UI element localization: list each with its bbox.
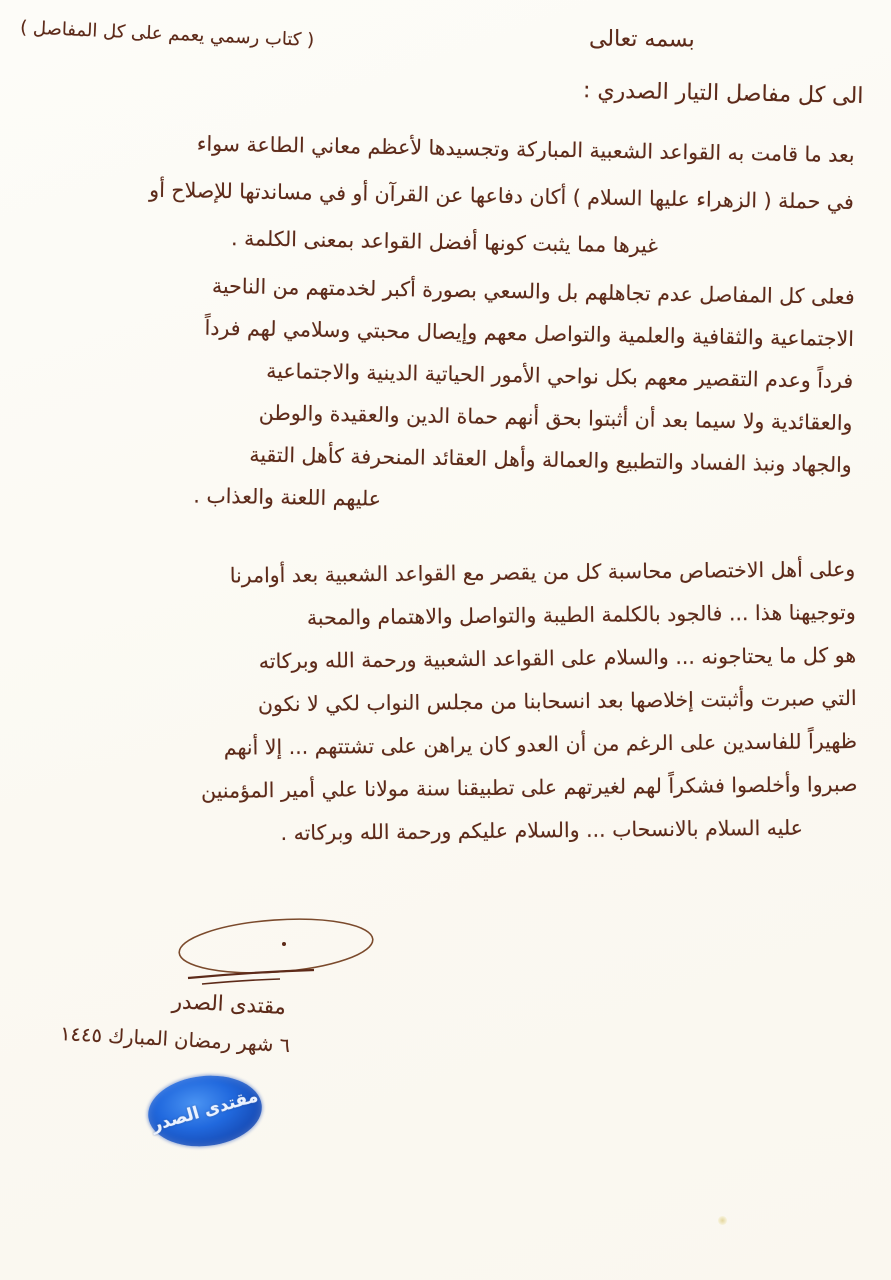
- signature-name: مقتدى الصدر: [171, 989, 287, 1019]
- paragraph-1-line: بعد ما قامت به القواعد الشعبية المباركة وتجسيدها لأعظم معاني الطاعة سواء: [196, 131, 855, 167]
- paragraph-2-line: والجهاد ونبذ الفساد والتطبيع والعمالة وأهل العقائد المنحرفة كأهل التقية: [249, 442, 852, 477]
- signature-date: ٦ شهر رمضان المبارك ١٤٤٥: [59, 1021, 291, 1058]
- paragraph-1: [68, 118, 855, 273]
- paragraph-3: [70, 548, 858, 857]
- paragraph-3-line: ظهيراً للفاسدين على الرغم من أن العدو كان يراهن على تشتتهم ... إلا أنهم: [223, 728, 858, 760]
- paragraph-3-line: عليه السلام بالانسحاب ... والسلام عليكم ورحمة الله وبركاته .: [280, 815, 804, 846]
- paragraph-1-line: في حملة ( الزهراء عليها السلام ) أكان دفاعها عن القرآن أو في مساندتها للإصلاح أو: [149, 177, 854, 214]
- paragraph-2-line: والعقائدية ولا سيما بعد أن أثبتوا بحق أنهم حماة الدين والعقيدة والوطن: [258, 400, 853, 435]
- paragraph-2-line: فعلى كل المفاصل عدم تجاهلهم بل والسعي بصورة أكبر لخدمتهم من الناحية: [211, 273, 855, 309]
- paragraph-2: [66, 262, 855, 528]
- seal-stamp: [145, 1070, 266, 1152]
- paragraph-3-line: وعلى أهل الاختصاص محاسبة كل من يقصر مع القواعد الشعبية بعد أوامرنا: [229, 556, 856, 588]
- seal-stamp-text: مقتدى الصدر: [149, 1086, 261, 1136]
- paragraph-3-line: هو كل ما يحتاجونه ... والسلام على القواعد الشعبية ورحمة الله وبركاته: [258, 642, 857, 674]
- signature-flourish-icon: [158, 916, 390, 994]
- paragraph-3-line: وتوجيهنا هذا ... فالجود بالكلمة الطيبة والتواصل والاهتمام والمحبة: [306, 599, 856, 630]
- basmala-heading: بسمه تعالى: [589, 26, 696, 53]
- paper-speck: [718, 1216, 727, 1225]
- paragraph-3-line: التي صبرت وأثبتت إخلاصها بعد انسحابنا من مجلس النواب لكي لا نكون: [257, 685, 857, 717]
- paragraph-1-line: غيرها مما يثبت كونها أفضل القواعد بمعنى الكلمة .: [230, 226, 659, 258]
- addressee-line: الى كل مفاصل التيار الصدري :: [582, 78, 864, 109]
- paragraph-2-line: فرداً وعدم التقصير معهم بكل نواحي الأمور الحياتية الدينية والاجتماعية: [266, 358, 854, 393]
- paragraph-2-line: الاجتماعية والثقافية والعلمية والتواصل معهم وإيصال محبتي وسلامي لهم فرداً: [204, 315, 855, 351]
- paragraph-3-line: صبروا وأخلصوا فشكراً لهم لغيرتهم على تطبيقنا سنة مولانا علي أمير المؤمنين: [200, 771, 858, 803]
- paragraph-2-line: عليهم اللعنة والعذاب .: [193, 483, 382, 511]
- circulation-note: ( كتاب رسمي يعمم على كل المفاصل ): [19, 17, 315, 51]
